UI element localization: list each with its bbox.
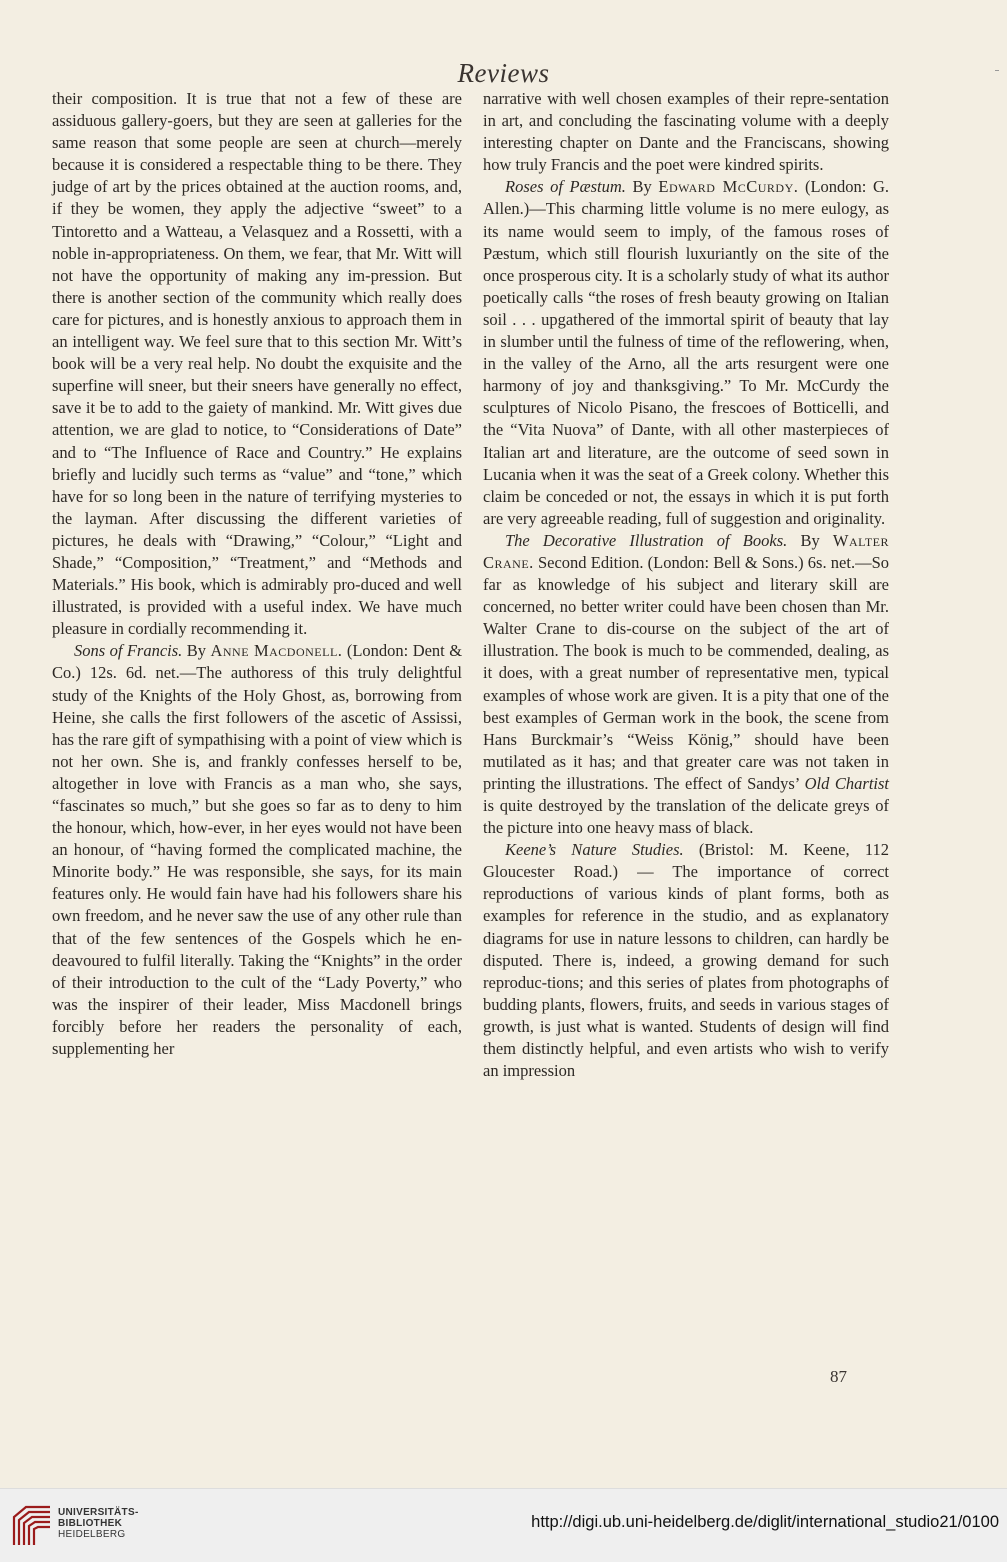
review-by: By xyxy=(186,641,207,661)
review-author: Walter Crane. xyxy=(483,530,890,572)
source-url[interactable]: http://digi.ub.uni-heidelberg.de/diglit/international_studio21/0100 xyxy=(531,1513,999,1531)
review-sons-of-francis xyxy=(52,640,462,1060)
library-name-line2: BIBLIOTHEK xyxy=(58,1518,123,1529)
edge-mark xyxy=(995,70,999,71)
italic-title: Old Chartist xyxy=(804,773,890,793)
review-author: Edward McCurdy. xyxy=(658,177,799,197)
review-body: (Bristol: M. Keene, 112 Gloucester Road.) — The importance of correct reproductions of various kinds of plant forms, both as examples for reference in the studio, and as explanatory diagrams for use in nature lessons to children, can hardly be disputed. There is, indeed, a growing demand for such reproduc-tions; and this series of plates from photographs of budding plants, flowers, fruits, and seeds in various stages of growth, is just what is wanted. Students of design will find them distinctly helpful, and even artists who wish to verify an impression xyxy=(483,840,890,1081)
library-logo-icon xyxy=(10,1503,54,1549)
review-by: By xyxy=(800,530,820,550)
footer-bar xyxy=(0,1488,1007,1562)
left-column xyxy=(52,88,462,1060)
review-body: (London: G. Allen.)—This charming little volume is no mere eulogy, as its name would seem to imply, of the famous roses of Pæstum, which still flourish luxuriantly on the site of the once prosperous city. It is a scholarly study of what its author poetically calls “the roses of fresh beauty growing on Italian soil . . . upgathered of the immortal spirit of beauty that lay in slumber until the fulness of time of the reflowering, when, in the valley of the Arno, all the arts resurgent were one harmony of joy and thanksgiving.” To Mr. McCurdy the sculptures of Nicolo Pisano, the frescoes of Botticelli, and the “Vita Nuova” of Dante, with all other masterpieces of Italian art and literature, are the outcome of seed sown in Lucania when it was the seat of a Greek colony. Whether this claim be conceded or not, the essays in which it is put forth are very agreeable reading, full of suggestion and originality. xyxy=(483,177,890,528)
review-title: Sons of Francis. xyxy=(74,641,183,661)
review-body-continued: is quite destroyed by the translation of the delicate greys of the picture into one heavy mass of black. xyxy=(483,796,889,838)
review-body: (London: Dent & Co.) 12s. 6d. net.—The authoress of this truly delightful study of the Knights of the Holy Ghost, as, borrowing from Heine, she calls the first followers of the ascetic of Assissi, has the rare gift of sympathising with a point of view which is not her own. She is, and frankly confesses herself to be, altogether in love with Francis as a man who, she says, “fascinates so much,” but she goes so far as to deny to him the honour, which, how-ever, in her eyes would not have been an honour, of “having formed the complicated machine, the Minorite body.” He was responsible, she says, for its main features only. He would fain have had his followers share his own freedom, and he never saw the use of any other rule than that of the few sentences of the Gospels which he en-deavoured to fulfil literally. Taking the “Knights” in the order of their introduction to the cult of the “Lady Poverty,” who was the inspirer of their leader, Miss Macdonell brings forcibly before her readers the personality of each, supplementing her xyxy=(52,641,463,1059)
library-name-line3: HEIDELBERG xyxy=(58,1529,126,1540)
paragraph: narrative with well chosen examples of their repre-sentation in art, and concluding the fascinating volume with a deeply interesting chapter on Dante and the Franciscans, showing how truly Francis and the poet were kindred spirits. xyxy=(483,89,889,175)
review-author: Anne Macdonell. xyxy=(210,641,343,661)
page-number: 87 xyxy=(830,1367,847,1386)
review-decorative-illustration xyxy=(483,530,889,839)
review-title: Roses of Pæstum. xyxy=(505,177,626,197)
review-keenes-nature-studies xyxy=(483,839,889,1082)
library-name-line1: UNIVERSITÄTS- xyxy=(58,1507,139,1518)
review-title: Keene’s Nature Studies. xyxy=(505,840,684,860)
review-by: By xyxy=(632,177,652,197)
review-title: The Decorative Illustration of Books. xyxy=(505,530,788,550)
review-roses-of-paestum xyxy=(483,176,889,530)
review-body: Second Edition. (London: Bell & Sons.) 6s. net.—So far as knowledge of his subject and literary skill are concerned, no better writer could have been chosen than Mr. Walter Crane to dis-course on the subject of the art of illustration. The book is much to be commended, dealing, as it does, with a great number of representative men, typical examples of whose work are given. It is a pity that one of the best examples of German work in the book, the scene from Hans Burckmair’s “Weiss König,” should have been mutilated as it has; and that greater care was not taken in printing the illustrations. The effect of Sandys’ xyxy=(483,552,889,793)
library-name xyxy=(58,1507,139,1540)
running-title: Reviews xyxy=(457,58,550,88)
paragraph: their composition. It is true that not a few of these are assiduous gallery-goers, but they are seen at galleries for the same reason that some people are seen at church—merely because it is considered a respectable thing to be there. They judge of art by the prices obtained at the auction rooms, and, if they be women, they apply the adjective “sweet” to a Tintoretto and a Watteau, a Velasquez and a Rossetti, with a noble in-appropriateness. On them, we fear, that Mr. Witt will not have the opportunity of making any im-pression. But there is another section of the community which really does care for pictures, and is honestly anxious to approach them in an intelligent way. We feel sure that to this section Mr. Witt’s book will be a very real help. No doubt the exquisite and the superfine will sneer, but their sneers have generally no effect, save it be to add to the gaiety of mankind. Mr. Witt gives due attention, we are glad to notice, to “Considerations of Date” and to “The Influence of Race and Country.” He explains briefly and lucidly such terms as “value” and “tone,” which have for so long been in the nature of terrifying mysteries to the layman. After discussing the different varieties of pictures, he deals with “Drawing,” “Colour,” “Light and Shade,” “Composition,” “Treatment,” and “Methods and Materials.” His book, which is admirably pro-duced and well illustrated, is provided with a useful index. We have much pleasure in cordially recommending it. xyxy=(52,89,462,639)
right-column xyxy=(483,88,889,1082)
